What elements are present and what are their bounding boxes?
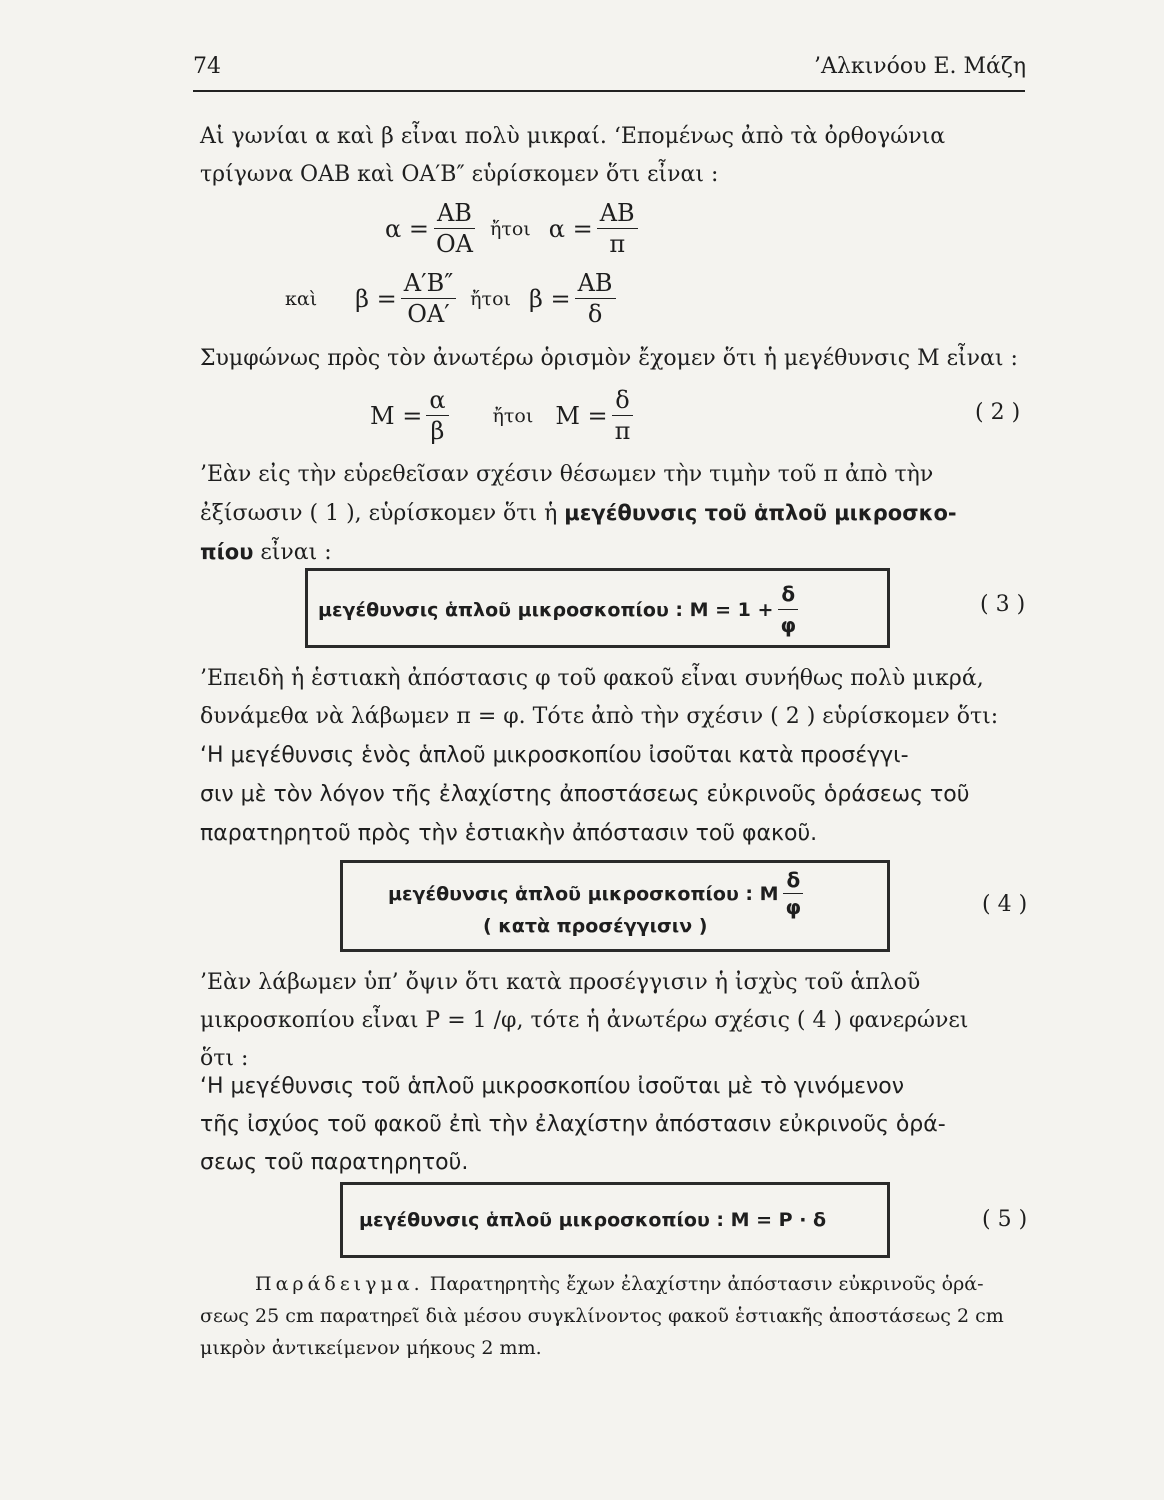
equation-alpha [385, 198, 642, 259]
formula-subtitle: ( κατὰ προσέγγισιν ) [483, 915, 708, 937]
fraction-denominator: π [614, 417, 631, 445]
eq-hetoi: ἤτοι [470, 287, 511, 310]
paragraph-line: ‘Η μεγέθυνσις ἑνὸς ἁπλοῦ μικροσκοπίου ἰσοῦται κατὰ προσέγγι- [200, 743, 909, 768]
equation-number: ( 3 ) [980, 592, 1026, 617]
paragraph-substitution [200, 456, 1025, 572]
paragraph-line: δυνάμεθα νὰ λάβωμεν π = φ. Τότε ἀπὸ τὴν σχέσιν ( 2 ) εὑρίσκομεν ὅτι: [200, 704, 999, 729]
equation-number: ( 4 ) [982, 892, 1028, 917]
eq-lhs: β = [355, 284, 397, 313]
eq-lhs: Μ = [555, 401, 608, 430]
formula-box-5 [340, 1182, 890, 1258]
formula-box-4 [340, 860, 890, 952]
fraction [575, 268, 616, 329]
eq-hetoi: ἤτοι [489, 217, 531, 240]
page-number: 74 [193, 54, 221, 79]
fraction [783, 867, 805, 920]
paragraph-line: τῆς ἰσχύος τοῦ φακοῦ ἐπὶ τὴν ἐλαχίστην ἀπόστασιν εὐκρινοῦς ὁρά- [200, 1112, 946, 1137]
fraction-denominator: π [609, 230, 626, 258]
fraction-denominator: ΟΑ [435, 230, 473, 258]
fraction-numerator: ΑΒ [434, 198, 475, 229]
formula-label: μεγέθυνσις ἁπλοῦ μικροσκοπίου : Μ = Ρ · δ [359, 1209, 827, 1231]
fraction-numerator: ΑΒ [575, 268, 616, 299]
paragraph-rule-1 [200, 736, 1025, 853]
paragraph-line: ’Εὰν εἰς τὴν εὑρεθεῖσαν σχέσιν θέσωμεν τὴν τιμὴν τοῦ π ἀπὸ τὴν [200, 462, 934, 487]
paragraph-line: σεως τοῦ παρατηρητοῦ. [200, 1150, 469, 1175]
paragraph-approximation [200, 660, 1025, 736]
fraction-denominator: φ [780, 613, 797, 637]
paragraph-intro [200, 118, 1025, 194]
fraction [426, 385, 448, 446]
emphasis-term: πίου [200, 540, 254, 564]
eq-lhs: α = [548, 214, 593, 243]
paragraph-line: Συμφώνως πρὸς τὸν ἀνωτέρω ὁρισμὸν ἔχομεν ὅτι ἡ μεγέθυνσις Μ εἶναι : [200, 346, 1018, 371]
paragraph-line: ‘Η μεγέθυνσις τοῦ ἁπλοῦ μικροσκοπίου ἰσοῦται μὲ τὸ γινόμενον [200, 1074, 905, 1099]
fraction-numerator: δ [783, 867, 803, 894]
eq-hetoi: ἤτοι [492, 404, 534, 427]
equation-magnification-2 [370, 385, 637, 446]
fraction [401, 268, 456, 329]
equation-number: ( 5 ) [982, 1207, 1028, 1232]
paragraph-line: ὅτι : [200, 1046, 249, 1071]
paragraph-line [200, 494, 1025, 533]
paragraph-line: παρατηρητοῦ πρὸς τὴν ἑστιακὴν ἀπόστασιν τοῦ φακοῦ. [200, 821, 818, 846]
fraction [612, 385, 634, 446]
fraction [777, 579, 799, 640]
example-label: Παράδειγμα. [255, 1273, 424, 1295]
equation-number: ( 2 ) [975, 400, 1021, 425]
fraction-denominator: δ [587, 300, 603, 328]
eq-lhs: α = [385, 214, 429, 243]
paragraph-line: ’Επειδὴ ἡ ἑστιακὴ ἀπόστασις φ τοῦ φακοῦ εἶναι συνήθως πολὺ μικρά, [200, 666, 984, 691]
formula-box-3 [305, 568, 890, 648]
fraction-denominator: ΟΑ′ [407, 300, 450, 328]
paragraph-power [200, 964, 1025, 1078]
fraction [597, 198, 638, 259]
fraction-numerator: δ [612, 385, 632, 416]
paragraph-line: Αἱ γωνίαι α καὶ β εἶναι πολὺ μικραί. ‘Επομένως ἀπὸ τὰ ὀρθογώνια [200, 124, 946, 149]
fraction-numerator: α [426, 385, 448, 416]
paragraph-line [200, 1268, 1030, 1300]
fraction [433, 198, 476, 259]
emphasis-term: μεγέθυνσις τοῦ ἁπλοῦ μικροσκο- [564, 501, 957, 525]
eq-kai: καὶ [285, 287, 318, 310]
fraction-denominator: β [430, 417, 445, 445]
header-rule [193, 90, 1025, 92]
text-fragment: Παρατηρητὴς ἔχων ἐλαχίστην ἀπόστασιν εὐκρινοῦς ὁρά- [429, 1273, 984, 1295]
eq-lhs: Μ = [370, 401, 423, 430]
eq-lhs: β = [528, 284, 571, 313]
running-title: ’Αλκινόου Ε. Μάζη [814, 54, 1026, 79]
formula-label: μεγέθυνσις ἁπλοῦ μικροσκοπίου : Μ = 1 + [318, 598, 774, 621]
paragraph-line: σιν μὲ τὸν λόγον τῆς ἐλαχίστης ἀποστάσεως εὐκρινοῦς ὁράσεως τοῦ [200, 782, 970, 807]
fraction-numerator: δ [778, 579, 798, 610]
formula-content [318, 579, 803, 640]
text-fragment: ἐξίσωσιν ( 1 ), εὑρίσκομεν ὅτι ἡ [200, 501, 558, 526]
paragraph-rule-2 [200, 1068, 1025, 1182]
paragraph-line: ’Εὰν λάβωμεν ὑπ’ ὄψιν ὅτι κατὰ προσέγγισιν ἡ ἰσχὺς τοῦ ἁπλοῦ [200, 970, 921, 995]
paragraph-definition [200, 340, 1025, 378]
paragraph-line: μικροσκοπίου εἶναι Ρ = 1 /φ, τότε ἡ ἀνωτέρω σχέσις ( 4 ) φανερώνει [200, 1008, 969, 1033]
paragraph-line [200, 533, 1025, 572]
fraction-numerator: Α′Β″ [401, 268, 456, 299]
paragraph-line: σεως 25 cm παρατηρεῖ διὰ μέσου συγκλίνοντος φακοῦ ἑστιακῆς ἀποστάσεως 2 cm [200, 1305, 1004, 1327]
formula-content [388, 867, 808, 920]
fraction-denominator: φ [785, 895, 802, 919]
example-paragraph [200, 1268, 1030, 1364]
formula-label: μεγέθυνσις ἁπλοῦ μικροσκοπίου : Μ [388, 882, 779, 905]
fraction-numerator: ΑΒ [597, 198, 638, 229]
equation-beta [285, 268, 620, 329]
paragraph-line: τρίγωνα ΟΑΒ καὶ ΟΑ′Β″ εὑρίσκομεν ὅτι εἶναι : [200, 162, 719, 187]
text-fragment: εἶναι : [260, 540, 332, 565]
paragraph-line: μικρὸν ἀντικείμενον μήκους 2 mm. [200, 1337, 542, 1359]
